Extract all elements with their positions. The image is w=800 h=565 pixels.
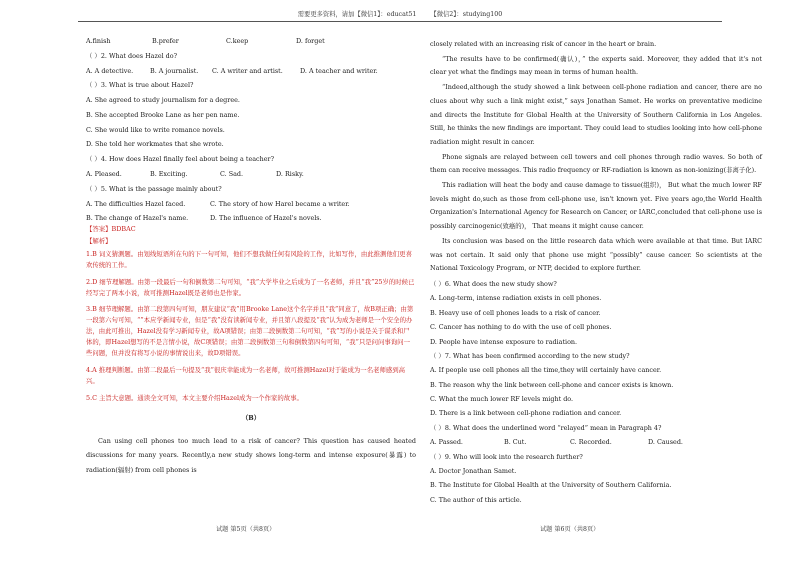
q2-options — [86, 68, 416, 76]
option: B. The Institute for Global Health at the University of Southern California. — [430, 481, 672, 490]
option: B. Cut. — [504, 438, 527, 447]
option: C. Sad. — [220, 170, 244, 179]
q5-options-a — [86, 201, 416, 209]
option: D. Caused. — [648, 438, 683, 447]
answer-key: 【答案】BDBAC — [86, 224, 136, 233]
option: D. Risky. — [276, 170, 304, 179]
question-7: （ ）7. What has been confirmed according to the new study? — [430, 351, 630, 360]
question-6: （ ）6. What does the new study show? — [430, 279, 557, 288]
option: C. The story of how Harel became a writer. — [210, 199, 350, 208]
page-header — [0, 9, 800, 18]
passage-paragraph: Phone signals are relayed between cell towers and cell phones through radio waves. So both of them can receive messages. This radio frequency or RF-radiation is known as non-ionizing(非离子化). — [430, 152, 762, 175]
header-divider — [78, 21, 722, 22]
header-contact-2: 【微信2】：studying100 — [430, 11, 503, 18]
option: B. She accepted Brooke Lane as her pen name. — [86, 110, 240, 119]
option: D. forget — [296, 37, 325, 45]
option: B. A journalist. — [150, 66, 199, 75]
analysis-item: 4.A 推理判断题。由第二段最后一句提及“我”很庆幸能成为一名老师，故可推测Hazel对于能成为一名老师感到高兴。 — [86, 365, 406, 385]
option: D. She told her workmates that she wrote. — [86, 140, 224, 149]
passage-paragraph: “Indeed,although the study showed a link between cell-phone radiation and cancer, there are no clues about why such a link might exist,” says Jonathan Samet. He works on preventative medicine and directs the Institute for Global Health at the University of Southern California in Los Angeles. Still, he thinks the new findings are important. They could lead to studies looking into how cell-phone radiation might result in cancer. — [430, 83, 762, 146]
option: A. Passed. — [430, 438, 463, 447]
q4-options — [86, 171, 416, 179]
option: C. The author of this article. — [430, 495, 522, 504]
option: C. Recorded. — [570, 438, 612, 447]
analysis-item: 1.B 词义猜测题。由划线短语所在句的下一句可知，他们不想我做任何有风险的工作，比如写作，由此推测他们更喜欢传统的工作。 — [86, 250, 412, 270]
left-column — [86, 38, 416, 477]
analysis-item: 3.B 细节理解题。由第二段第四句可知，朋友建议“我”用Brooke Lane这个名字并且“我”同意了，故B项正确；由第一段第六句可知，“”本应学新闻专业，但是“我”没有读新闻专业，并且第八段提及“我”认为成为老师是一个安全的办法，由此可推出，Hazel没有学习新闻专业，故A项错误；由第二段倒数第二句可知，“我”写的小说是关于谋杀和尸体的，即Hazel想写的不是言情小说，故C项错误；由第二段倒数第三句和倒数第四句可知，“我”只是问问事询问一些问题，但并没有将写小说的事情说出来，故D项错误。 — [86, 305, 414, 358]
question-2: （ ）2. What does Hazel do? — [86, 51, 178, 60]
option: A. She agreed to study journalism for a degree. — [86, 96, 240, 105]
q8-options — [430, 439, 762, 447]
option: B. The change of Hazel's name. — [86, 214, 189, 223]
section-heading: （B） — [241, 413, 261, 422]
page-footer-left: 试题 第5页（共8页） — [216, 526, 276, 533]
question-5: （ ）5. What is the passage mainly about? — [86, 184, 222, 193]
page-footer-right: 试题 第6页（共8页） — [540, 526, 600, 533]
option: A.finish — [86, 37, 111, 45]
option: B. The reason why the link between cell-phone and cancer exists is known. — [430, 380, 674, 389]
question-4: （ ）4. How does Hazel finally feel about being a teacher? — [86, 155, 275, 164]
passage-paragraph: Can using cell phones too much lead to a risk of cancer? This question has caused heated discussions for many years. Recently,a new study shows long-term and intense exposure(暴露) to radiation(辐射) from cell phones is — [86, 437, 416, 474]
option: A. Pleased. — [86, 170, 122, 179]
option: D. A teacher and writer. — [300, 66, 378, 75]
passage-paragraph: Its conclusion was based on the little research data which were available at that time. But IARC was not certain. It said only that phone use might “possibly” cause cancer. So scientists at the National Toxicology Program, or NTP, decided to explore further. — [430, 236, 762, 273]
option: B.prefer — [152, 37, 179, 45]
option: C. She would like to write romance novels. — [86, 125, 225, 134]
option: D. There is a link between cell-phone radiation and cancer. — [430, 409, 622, 418]
option: A. A detective. — [86, 66, 134, 75]
right-column — [430, 38, 762, 511]
q1-options — [86, 38, 416, 46]
analysis-title: 【解析】 — [86, 236, 112, 245]
option: C. A writer and artist. — [212, 66, 283, 75]
question-3: （ ）3. What is true about Hazel? — [86, 81, 194, 90]
analysis-item: 2.D 细节理解题。由第一段最后一句和倒数第二句可知，“我”大学毕业之后成为了一名老师，并且“我”25岁的时候已经写完了两本小说，故可推测Hazel既是老师也是作家。 — [86, 277, 415, 297]
option: B. Heavy use of cell phones leads to a risk of cancer. — [430, 308, 601, 317]
q5-options-b — [86, 215, 416, 223]
option: A. Doctor Jonathan Samet. — [430, 467, 517, 476]
option: C. What the much lower RF levels might do. — [430, 395, 574, 404]
option: D. The influence of Hazel's novels. — [210, 214, 322, 223]
question-9: （ ）9. Who will look into the research further? — [430, 452, 583, 461]
option: A. The difficulties Hazel faced. — [86, 199, 186, 208]
header-contact: 需要更多资料，请加【微信1】：educat51 — [297, 11, 417, 18]
analysis-item: 5.C 主旨大意题。通读全文可知，本文主要介绍Hazel成为一个作家的故事。 — [86, 393, 303, 402]
question-8: （ ）8. What does the underlined word “relayed” mean in Paragraph 4? — [430, 423, 662, 432]
option: C.keep — [226, 37, 249, 45]
option: D. People have intense exposure to radiation. — [430, 337, 578, 346]
option: C. Cancer has nothing to do with the use of cell phones. — [430, 323, 612, 332]
option: A. Long-term, intense radiation exists in cell phones. — [430, 294, 602, 303]
option: B. Exciting. — [150, 170, 188, 179]
passage-paragraph: “The results have to be confirmed(确认)，” the experts said. Moreover, they added that it's not clear yet what the findings may mean in terms of human health. — [430, 54, 762, 77]
option: A. If people use cell phones all the time,they will certainly have cancer. — [430, 366, 662, 375]
passage-paragraph: closely related with an increasing risk of cancer in the heart or brain. — [430, 40, 657, 48]
passage-paragraph: This radiation will heat the body and cause damage to tissue(组织)， But what the much lower RF levels might do,such as those from cell-phone use, isn't known yet. Five years ago,the World Health Organization's International Agency for Research on Cancer, or IARC,concluded that cell-phone use is possibly carcinogenic(致癌的)， That means it might cause cancer. — [430, 181, 762, 231]
